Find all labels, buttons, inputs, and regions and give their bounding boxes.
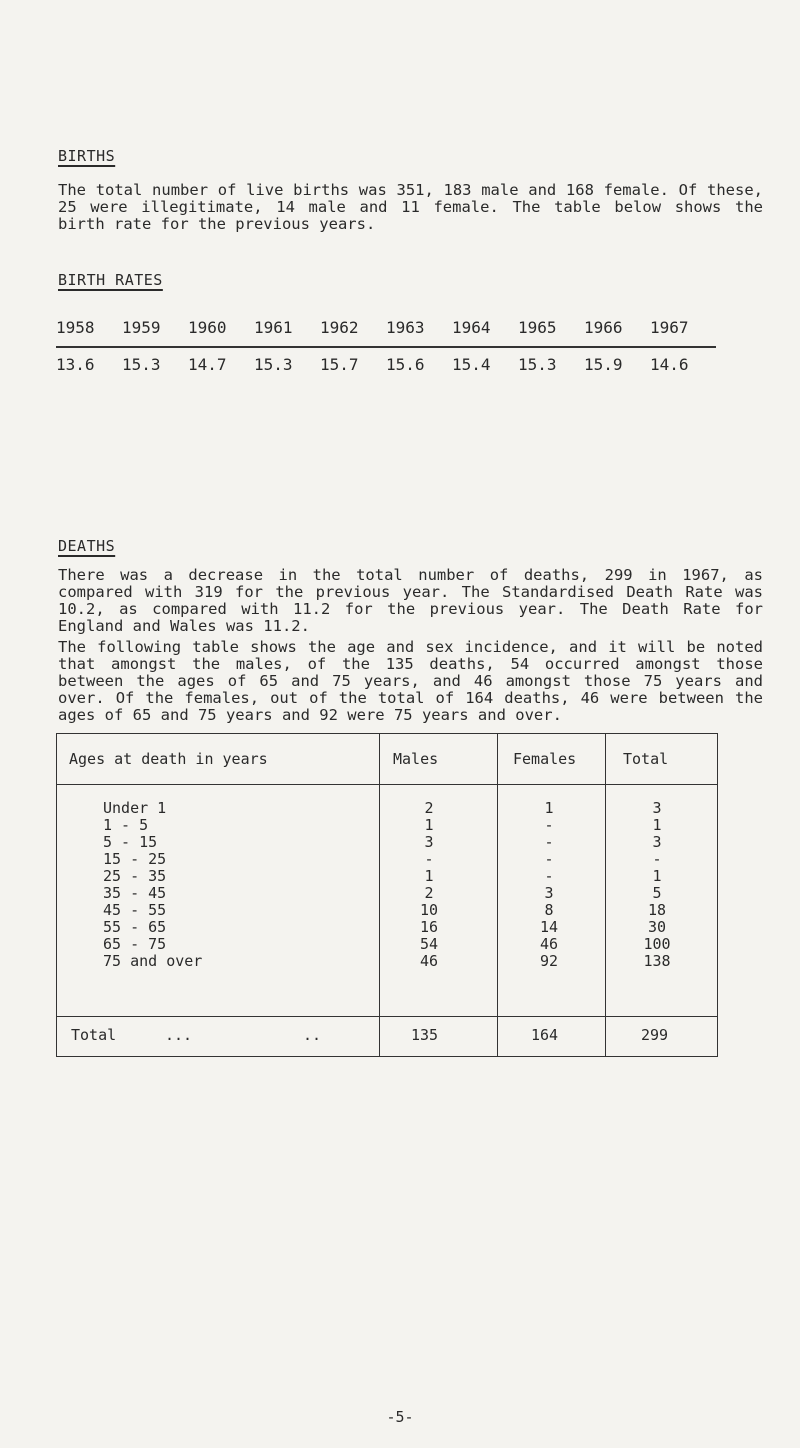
total-females: 164 (531, 1026, 559, 1044)
page-number: -5- (386, 1408, 414, 1426)
header-total: Total (623, 750, 669, 768)
total-cell: 1 (652, 867, 662, 885)
column-rule (605, 734, 606, 1056)
birth-rates-rule (56, 346, 716, 348)
birth-rate-year: 1963 (386, 318, 425, 337)
males-cell: 1 (424, 867, 434, 885)
column-rule (379, 734, 380, 1056)
age-cell: 75 and over (103, 952, 203, 970)
birth-rate-year: 1959 (122, 318, 161, 337)
total-column (627, 800, 687, 970)
females-cell: 1 (544, 799, 554, 817)
total-dots-left: ... (165, 1026, 193, 1044)
females-cell: 46 (539, 935, 559, 953)
females-cell: 92 (539, 952, 559, 970)
birth-rate-year: 1965 (518, 318, 557, 337)
males-cell: - (424, 850, 434, 868)
age-cell: 35 - 45 (103, 884, 167, 902)
birth-rate-value: 15.3 (518, 355, 557, 374)
females-cell: - (544, 816, 554, 834)
females-cell: - (544, 833, 554, 851)
birth-rates-years-row (56, 318, 716, 337)
header-age: Ages at death in years (69, 750, 268, 768)
deaths-paragraph-1: There was a decrease in the total number of deaths, 299 in 1967, as compared with 319 for the previous year. The Standardised Death Rate was 10.2, as compared with 11.2 for the previous year. The Death Rate for England and Wales was 11.2. (58, 566, 763, 635)
birth-rate-year: 1960 (188, 318, 227, 337)
females-cell: - (544, 850, 554, 868)
total-cell: 3 (652, 799, 662, 817)
birth-rate-year: 1966 (584, 318, 623, 337)
birth-rates-values-row (56, 355, 716, 374)
females-cell: - (544, 867, 554, 885)
females-column (519, 800, 579, 970)
deaths-heading: DEATHS (58, 537, 116, 555)
males-cell: 2 (424, 884, 434, 902)
births-paragraph: The total number of live births was 351, 183 male and 168 female. Of these, 25 were illegitimate, 14 male and 11 female. The table below shows the birth rate for the previous years. (58, 181, 763, 233)
birth-rate-value: 15.6 (386, 355, 425, 374)
birth-rate-year: 1961 (254, 318, 293, 337)
females-cell: 8 (544, 901, 554, 919)
males-cell: 16 (419, 918, 439, 936)
column-rule (497, 734, 498, 1056)
birth-rate-value: 14.6 (650, 355, 689, 374)
age-cell: 65 - 75 (103, 935, 167, 953)
total-cell: 18 (647, 901, 667, 919)
age-cell: 5 - 15 (103, 833, 158, 851)
total-cell: - (652, 850, 662, 868)
births-heading: BIRTHS (58, 147, 116, 165)
males-cell: 3 (424, 833, 434, 851)
total-cell: 138 (643, 952, 671, 970)
age-cell: 15 - 25 (103, 850, 167, 868)
total-rule (57, 1016, 717, 1017)
total-cell: 5 (652, 884, 662, 902)
age-cell: 45 - 55 (103, 901, 167, 919)
males-cell: 46 (419, 952, 439, 970)
birth-rates-heading: BIRTH RATES (58, 271, 163, 289)
males-cell: 2 (424, 799, 434, 817)
birth-rate-year: 1967 (650, 318, 689, 337)
birth-rates-table (56, 318, 716, 374)
birth-rate-year: 1958 (56, 318, 95, 337)
females-cell: 3 (544, 884, 554, 902)
header-females: Females (513, 750, 577, 768)
total-cell: 1 (652, 816, 662, 834)
birth-rate-value: 15.4 (452, 355, 491, 374)
age-cell: 55 - 65 (103, 918, 167, 936)
age-cell: Under 1 (103, 799, 167, 817)
birth-rate-year: 1964 (452, 318, 491, 337)
birth-rate-value: 15.3 (122, 355, 161, 374)
total-males: 135 (411, 1026, 439, 1044)
header-rule (57, 784, 717, 785)
total-label: Total (71, 1026, 117, 1044)
males-cell: 54 (419, 935, 439, 953)
birth-rate-value: 14.7 (188, 355, 227, 374)
age-column (103, 800, 202, 970)
birth-rate-value: 15.3 (254, 355, 293, 374)
birth-rate-value: 15.7 (320, 355, 359, 374)
males-cell: 1 (424, 816, 434, 834)
males-column (399, 800, 459, 970)
total-dots-right: .. (303, 1026, 322, 1044)
age-cell: 25 - 35 (103, 867, 167, 885)
males-cell: 10 (419, 901, 439, 919)
birth-rate-year: 1962 (320, 318, 359, 337)
females-cell: 14 (539, 918, 559, 936)
birth-rate-value: 13.6 (56, 355, 95, 374)
total-cell: 3 (652, 833, 662, 851)
total-cell: 30 (647, 918, 667, 936)
header-males: Males (393, 750, 439, 768)
birth-rate-value: 15.9 (584, 355, 623, 374)
total-total: 299 (641, 1026, 669, 1044)
deaths-table (56, 733, 718, 1057)
total-cell: 100 (643, 935, 671, 953)
deaths-paragraph-2: The following table shows the age and sex incidence, and it will be noted that amongst the males, of the 135 deaths, 54 occurred amongst those between the ages of 65 and 75 years, and 46 amongst those 75 years and over. Of the females, out of the total of 164 deaths, 46 were between the ages of 65 and 75 years and 92 were 75 years and over. (58, 638, 763, 724)
age-cell: 1 - 5 (103, 816, 149, 834)
